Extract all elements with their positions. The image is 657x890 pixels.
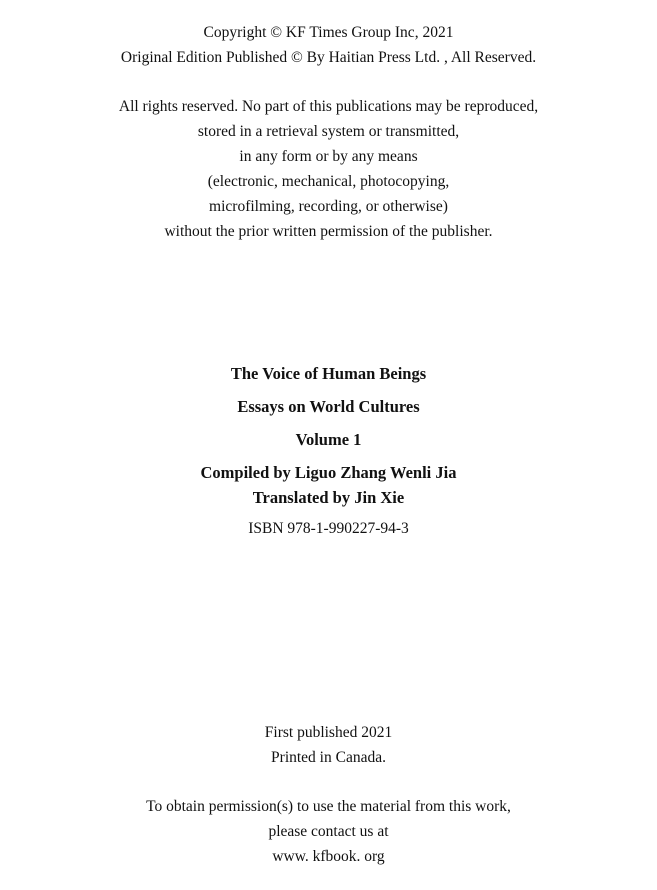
- publication-info: [0, 720, 657, 770]
- rights-line: microfilming, recording, or otherwise): [209, 198, 448, 215]
- website-link: www. kfbook. org: [272, 848, 385, 865]
- copyright-line: Copyright © KF Times Group Inc, 2021: [203, 24, 454, 41]
- book-subtitle: Essays on World Cultures: [237, 397, 420, 416]
- copyright-notice: [0, 20, 657, 70]
- permission-contact: [0, 794, 657, 869]
- rights-reserved-statement: [0, 94, 657, 244]
- book-title: The Voice of Human Beings: [230, 364, 427, 383]
- rights-line: (electronic, mechanical, photocopying,: [207, 173, 450, 190]
- permission-line: To obtain permission(s) to use the material from this work,: [146, 798, 511, 815]
- rights-line: All rights reserved. No part of this publications may be reproduced,: [118, 98, 539, 115]
- rights-line: in any form or by any means: [239, 148, 418, 165]
- translated-by: Translated by Jin Xie: [252, 488, 405, 507]
- original-edition-line: Original Edition Published © By Haitian Press Ltd. , All Reserved.: [120, 49, 537, 66]
- printed-in: Printed in Canada.: [271, 749, 386, 766]
- contact-line: please contact us at: [268, 823, 389, 840]
- rights-line: stored in a retrieval system or transmitted,: [197, 123, 460, 140]
- compiled-by: Compiled by Liguo Zhang Wenli Jia: [200, 463, 457, 482]
- first-published: First published 2021: [264, 724, 393, 741]
- isbn: ISBN 978-1-990227-94-3: [248, 520, 409, 537]
- book-volume: Volume 1: [295, 430, 362, 449]
- rights-line: without the prior written permission of the publisher.: [164, 223, 493, 240]
